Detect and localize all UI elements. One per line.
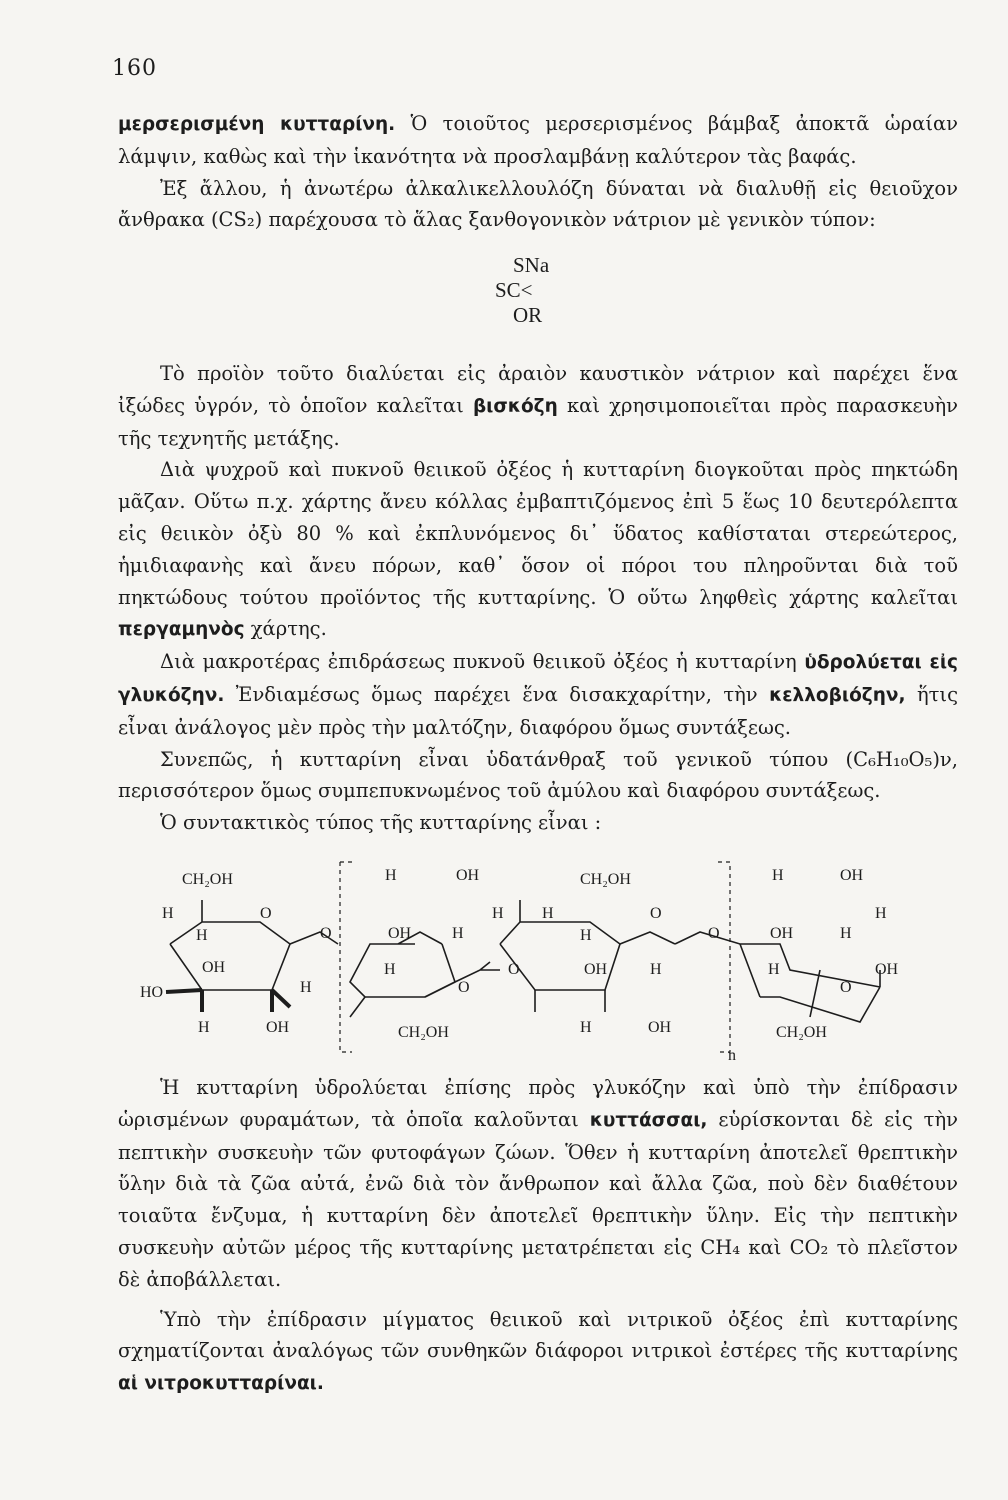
bold-term-cellobiose: κελλοβιόζην, bbox=[769, 684, 906, 706]
para8-text-before: Ἡ κυτταρίνη ὑδρολύεται ἐπίσης πρὸς γλυκόζην καὶ ὑπὸ τὴν ἐπίδρασιν ὡρισμένων φυραμάτων, τὰ ὁποῖα καλοῦνται bbox=[118, 1076, 958, 1131]
bold-term-cellulases: κυττάσσαι, bbox=[589, 1109, 708, 1131]
para9-text-before: Ὑπὸ τὴν ἐπίδρασιν μίγματος θειικοῦ καὶ νιτρικοῦ ὀξέος ἐπὶ κυτταρίνης σχηματίζονται ἀναλόγως τῶν συνθηκῶν διάφοροι νιτρικοὶ ἐστέρες τῆς κυτταρίνης bbox=[118, 1307, 958, 1363]
ring2-oh-top: OH bbox=[456, 867, 480, 884]
ring4-ch2oh: CH₂OH bbox=[776, 1024, 827, 1041]
para5-text-before: Διὰ μακροτέρας ἐπιδράσεως πυκνοῦ θειικοῦ ὀξέος ἡ κυτταρίνη bbox=[160, 650, 805, 674]
para6-text: Συνεπῶς, ἡ κυτταρίνη εἶναι ὑδατάνθραξ τοῦ γενικοῦ τύπου (C₆H₁₀O₅)ν, περισσότερον ὅμως συμπεπυκνωμένος τοῦ ἀμύλου καὶ διαφόρου συντάξεως. bbox=[118, 747, 958, 803]
ring1-ch2oh: CH₂OH bbox=[182, 871, 233, 888]
ring3-oh-inner: OH bbox=[584, 961, 608, 978]
para3-text-after: καὶ χρησιμοποιεῖται πρὸς παρασκευὴν τῆς τεχνητῆς μετάξης. bbox=[118, 393, 958, 450]
para3 bbox=[118, 358, 958, 454]
para7-text: Ὁ συντακτικὸς τύπος τῆς κυτταρίνης εἶναι : bbox=[160, 811, 602, 835]
para5 bbox=[118, 646, 958, 743]
para9 bbox=[118, 1304, 958, 1400]
repeat-n: n bbox=[728, 1047, 736, 1064]
ring1-h-top: H bbox=[162, 905, 174, 922]
para1-text: Ὁ τοιοῦτος μερσερισμένος βάμβαξ ἀποκτᾶ ὡραίαν λάμψιν, καθὼς καὶ τὴν ἱκανότητα νὰ προσλαμβάνῃ καλύτερον τὰς βαφάς. bbox=[118, 112, 958, 168]
ring4-h-left: H bbox=[768, 961, 780, 978]
ring4-h-inner: H bbox=[840, 925, 852, 942]
page-number: 160 bbox=[112, 56, 157, 81]
bold-term-parchment: περγαμηνὸς bbox=[118, 619, 245, 641]
bold-term-mercerized-cellulose: μερσερισμένη κυτταρίνη. bbox=[118, 114, 396, 135]
ring2-h-right: H bbox=[492, 905, 504, 922]
formula-bottom: OR bbox=[513, 303, 543, 327]
ring4-oh-inner: OH bbox=[770, 925, 794, 942]
ring3-ch2oh: CH₂OH bbox=[580, 871, 631, 888]
paragraph-mercerized-cellulose bbox=[118, 108, 958, 236]
bridge-o-2: O bbox=[508, 961, 520, 978]
ring1-oh-bottom: OH bbox=[266, 1019, 290, 1036]
para1 bbox=[118, 108, 958, 173]
para4-text-before: Διὰ ψυχροῦ καὶ πυκνοῦ θειικοῦ ὀξέος ἡ κυτταρίνη διογκοῦται πρὸς πηκτώδη μᾶζαν. Οὕτω π.χ. χάρτης ἄνευ κόλλας ἐμβαπτιζόμενος ἐπὶ 5 ἕως 10 δευτερόλεπτα εἰς θειικὸν ὀξὺ 80 % καὶ ἐκπλυνόμενος δι᾿ ὕδατος καθίσταται στερεώτερος, ἡμιδιαφανὴς καὶ ἄνευ πόρων, καθ᾿ ὅσον οἱ πόροι του πληροῦνται διὰ τοῦ πηκτώδους τούτου προϊόντος τῆς κυτταρίνης. Ὁ οὕτω ληφθεὶς χάρτης καλεῖται bbox=[118, 458, 958, 609]
para8-text-after: εὑρίσκονται δὲ εἰς τὴν πεπτικὴν συσκευὴν τῶν φυτοφάγων ζώων. Ὅθεν ἡ κυτταρίνη ἀποτελεῖ θρεπτικὴν ὕλην διὰ τὰ ζῶα αὐτά, ἐνῶ διὰ τὸν ἄνθρωπον καὶ ἄλλα ζῶα, ποὺ δὲν διαθέτουν τοιαῦτα ἔνζυμα, ἡ κυτταρίνη δὲν ἀποτελεῖ θρεπτικὴν ὕλην. Εἰς τὴν πεπτικὴν συσκευὴν αὐτῶν μέρος τῆς κυτταρίνης μετατρέπεται εἰς CH₄ καὶ CO₂ τὸ πλεῖστον δὲ ἀποβάλλεται. bbox=[118, 1107, 958, 1291]
paragraph-block-end bbox=[118, 1072, 958, 1400]
ring3-o: O bbox=[650, 905, 662, 922]
ring1-h-inner: H bbox=[196, 927, 208, 944]
para6 bbox=[118, 744, 958, 808]
bridge-o-1: O bbox=[320, 925, 332, 942]
formula-middle: SC< bbox=[495, 278, 533, 302]
ring3-h-inner: H bbox=[580, 927, 592, 944]
para4-text-after: χάρτης. bbox=[244, 617, 327, 641]
ring4-oh-top: OH bbox=[840, 867, 864, 884]
ring1-h-right: H bbox=[300, 979, 312, 996]
bold-term-hydrolysis: ὑδρολύεται εἰς γλυκόζην. bbox=[118, 652, 958, 706]
ring2-ch2oh: CH₂OH bbox=[398, 1024, 449, 1041]
ring4-h-right: H bbox=[875, 905, 887, 922]
ring1-ho: HO bbox=[140, 984, 164, 1001]
ring3-h-right: H bbox=[650, 961, 662, 978]
ring1-oh-inner: OH bbox=[202, 959, 226, 976]
ring4-oh-right: OH bbox=[875, 961, 899, 978]
para2-text: Ἐξ ἄλλου, ἡ ἀνωτέρω ἀλκαλικελλουλόζη δύναται νὰ διαλυθῇ εἰς θειοῦχον ἄνθρακα (CS₂) παρέχουσα τὸ ἅλας ξανθογονικὸν νάτριον μὲ γενικὸν τύπον: bbox=[118, 176, 958, 232]
ring2-h-top: H bbox=[385, 867, 397, 884]
ring1-o: O bbox=[260, 905, 272, 922]
para3-text-before: Τὸ προϊὸν τοῦτο διαλύεται εἰς ἀραιὸν καυστικὸν νάτριον καὶ παρέχει ἕνα ἰξώδες ὑγρόν, τὸ ὁποῖον καλεῖται bbox=[118, 362, 958, 417]
formula-top: SNa bbox=[513, 253, 550, 277]
ring3-h-bottom: H bbox=[580, 1019, 592, 1036]
ring2-oh-inner: OH bbox=[388, 925, 412, 942]
para7 bbox=[118, 807, 958, 839]
structure-labels bbox=[140, 867, 899, 1064]
para2 bbox=[118, 173, 958, 237]
ring4-h-top: H bbox=[772, 867, 784, 884]
paragraph-block-main bbox=[118, 358, 958, 839]
para5-text-middle: Ἐνδιαμέσως ὅμως παρέχει ἕνα δισακχαρίτην, τὴν bbox=[224, 682, 770, 706]
ring3-oh-bottom: OH bbox=[648, 1019, 672, 1036]
bold-term-nitrocelluloses: αἱ νιτροκυτταρίναι. bbox=[118, 1373, 324, 1395]
ring2-o: O bbox=[458, 979, 470, 996]
ring2-h-inner: H bbox=[452, 925, 464, 942]
cellulose-structure-diagram bbox=[140, 852, 920, 1082]
bold-term-viscose: βισκόζη bbox=[472, 395, 558, 417]
ring2-h-left: H bbox=[384, 961, 396, 978]
para8 bbox=[118, 1072, 958, 1296]
para5-text-after: ἥτις εἶναι ἀνάλογος μὲν πρὸς τὴν μαλτόζην, διαφόρου ὅμως συντάξεως. bbox=[118, 682, 958, 739]
para4 bbox=[118, 454, 958, 646]
bridge-o-3: O bbox=[708, 925, 720, 942]
ring4-o: O bbox=[840, 979, 852, 996]
ring3-h-top: H bbox=[542, 905, 554, 922]
ring1-h-bottom: H bbox=[198, 1019, 210, 1036]
